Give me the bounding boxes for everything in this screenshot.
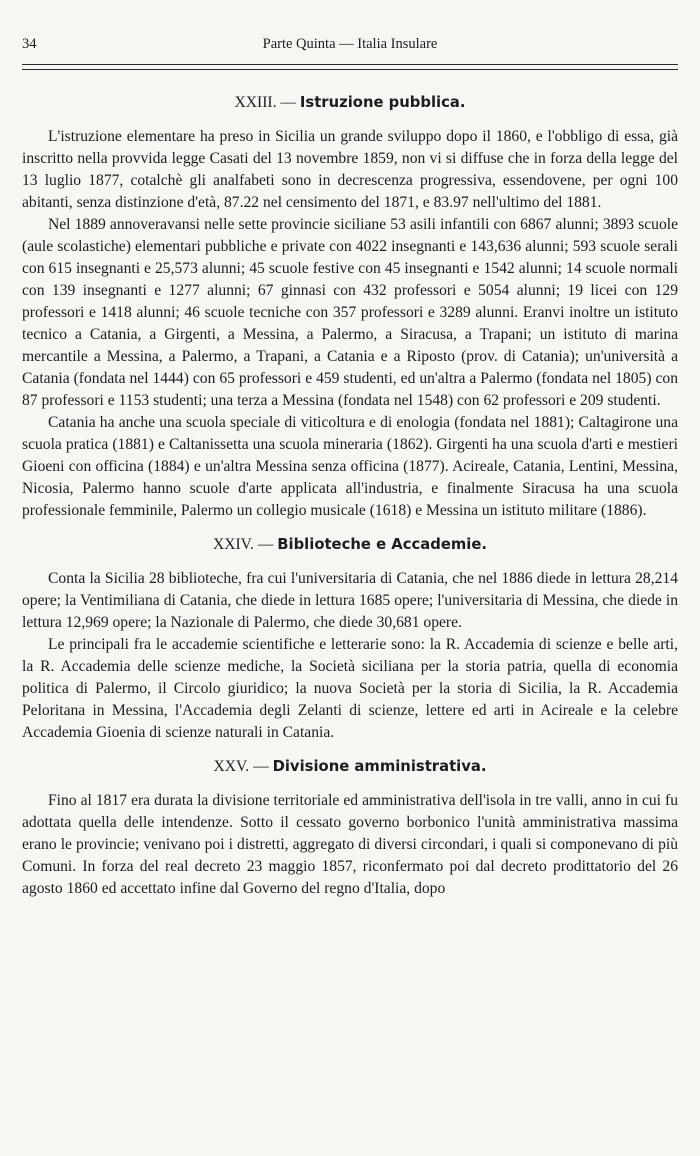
paragraph: Le principali fra le accademie scientifiche e letterarie sono: la R. Accademia di scienze e belle arti, la R. Accademia delle scienze mediche, la Società siciliana per la storia patria, quella di economia politica di Palermo, il Circolo giuridico; la nuova Società per la storia di Sicilia, la R. Accademia Peloritana in Messina, l'Accademia degli Zelanti di scienze, lettere ed arti in Acireale e la celebre Accademia Gioenia di scienze naturali in Catania. [22,636,678,741]
header-rule-thick [22,64,678,65]
page-number: 34 [22,36,37,52]
section-istruzione-pubblica [22,92,678,522]
section-spacer [22,744,678,756]
running-title: Parte Quinta — Italia Insulare [262,36,438,52]
section-title: Divisione amministrativa. [272,758,487,775]
section-title: Istruzione pubblica. [299,94,466,111]
paragraph: Nel 1889 annoveravansi nelle sette provincie siciliane 53 asili infantili con 6867 alunni; 3893 scuole (aule scolastiche) elementari pubbliche e private con 4022 insegnanti e 143,636 alunni; 593 scuole serali con 615 insegnanti e 25,573 alunni; 45 scuole festive con 45 insegnanti e 1542 alunni; 14 scuole normali con 139 insegnanti e 1277 alunni; 67 ginnasi con 432 professori e 5054 alunni; 19 licei con 129 professori e 1418 alunni; 46 scuole tecniche con 357 professori e 3289 alunni. Eranvi inoltre un istituto tecnico a Catania, a Girgenti, a Messina, a Palermo, a Siracusa, a Trapani; un istituto di marina mercantile a Messina, a Palermo, a Trapani, a Catania e a Riposto (prov. di Catania); un'università a Catania (fondata nel 1444) con 65 professori e 459 studenti, ed un'altra a Palermo (fondata nel 1805) con 87 professori e 1153 studenti; una terza a Messina (fondata nel 1548) con 62 professori e 209 studenti. [22,216,678,409]
paragraph: Catania ha anche una scuola speciale di viticoltura e di enologia (fondata nel 1881); Caltagirone una scuola pratica (1881) e Caltanissetta una scuola mineraria (1862). Girgenti ha una scuola d'arti e mestieri Gioeni con officina (1884) e un'altra Messina senza officina (1877). Acireale, Catania, Lentini, Messina, Nicosia, Palermo hanno scuole d'arte applicata all'industria, e finalmente Siracusa ha una scuola professionale femminile, Palermo un collegio musicale (1618) e Messina un istituto militare (1886). [22,414,678,519]
section-heading [22,534,678,556]
header-rule-thin [22,69,678,70]
section-title: Biblioteche e Accademie. [277,536,488,553]
section-number: XXIV. — [212,536,274,553]
section-heading [22,756,678,778]
paragraph: Conta la Sicilia 28 biblioteche, fra cui l'universitaria di Catania, che nel 1886 diede in lettura 28,214 opere; la Ventimiliana di Catania, che diede in lettura 1685 opere; l'universitaria di Messina, che diede in lettura 12,969 opere; la Nazionale di Palermo, che diede 30,681 opere. [22,570,678,631]
section-biblioteche-accademie [22,534,678,744]
section-number: XXIII. — [234,94,296,111]
page-header [22,36,678,58]
paragraph: Fino al 1817 era durata la divisione territoriale ed amministrativa dell'isola in tre valli, anno in cui fu adottata quella delle intendenze. Sotto il cessato governo borbonico l'unità amministrativa massima erano le provincie; venivano poi i distretti, aggregato di diversi circondari, i quali si componevano di più Comuni. In forza del real decreto 23 maggio 1857, riconfermato poi dal decreto prodittatorio del 26 agosto 1860 ed accettato infine dal Governo del regno d'Italia, dopo [22,792,678,897]
page-body [22,92,678,900]
section-number: XXV. — [213,758,269,775]
section-divisione-amministrativa [22,756,678,900]
section-spacer [22,522,678,534]
paragraph: L'istruzione elementare ha preso in Sicilia un grande sviluppo dopo il 1860, e l'obbligo di essa, già inscritto nella provvida legge Casati del 13 novembre 1859, non vi si diffuse che in forza della legge del 13 luglio 1877, cotalchè gli analfabeti sono in decrescenza progressiva, essendovene, per ogni 100 abitanti, senza distinzione d'età, 87.22 nel censimento del 1871, e 83.97 nell'ultimo del 1881. [22,128,678,211]
section-heading [22,92,678,114]
